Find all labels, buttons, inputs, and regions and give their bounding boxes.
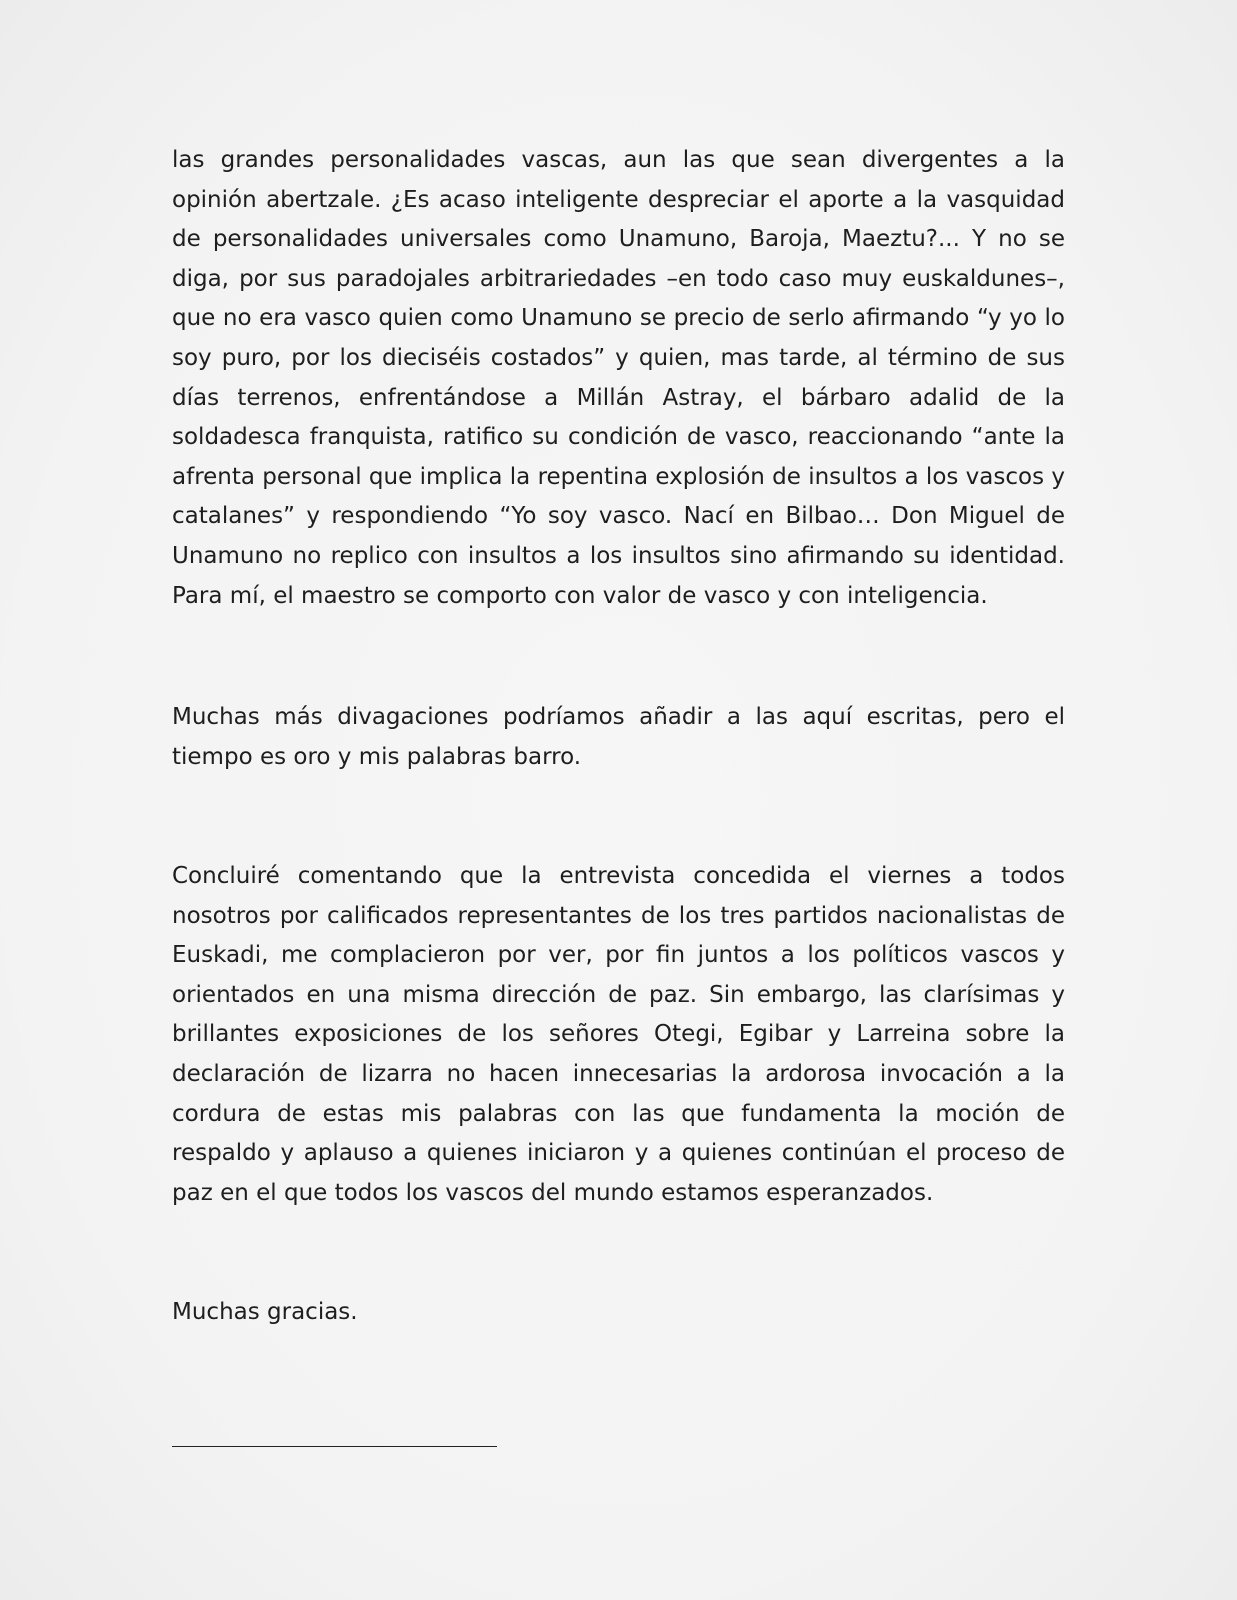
closing-remark: Muchas gracias.: [172, 1299, 358, 1325]
paragraph-conclusion: Concluiré comentando que la entrevista concedida el viernes a todos nosotros por calificados representantes de los tres partidos nacionalistas de Euskadi, me complacieron por ver, por fin juntos a los políticos vascos y orientados en una misma dirección de paz. Sin embargo, las clarísimas y brillantes exposiciones de los señores Otegi, Egibar y Larreina sobre la declaración de lizarra no hacen innecesarias la ardorosa invocación a la cordura de estas mis palabras con las que fundamenta la moción de respaldo y aplauso a quienes iniciaron y a quienes continúan el proceso de paz en el que todos los vascos del mundo estamos esperanzados.: [172, 863, 1065, 1206]
paragraph-divagaciones: Muchas más divagaciones podríamos añadir a las aquí escritas, pero el tiempo es oro y mis palabras barro.: [172, 704, 1065, 770]
signature-line: [172, 1446, 497, 1447]
paragraph-unamuno: las grandes personalidades vascas, aun las que sean divergentes a la opinión abertzale. ¿Es acaso inteligente despreciar el aporte a la vasquidad de personalidades universales como Unamuno, Baroja, Maeztu?... Y no se diga, por sus paradojales arbitrariedades –en todo caso muy euskaldunes–, que no era vasco quien como Unamuno se precio de serlo afirmando “y yo lo soy puro, por los dieciséis costados” y quien, mas tarde, al término de sus días terrenos, enfrentándose a Millán Astray, el bárbaro adalid de la soldadesca franquista, ratifico su condición de vasco, reaccionando “ante la afrenta personal que implica la repentina explosión de insultos a los vascos y catalanes” y respondiendo “Yo soy vasco. Nací en Bilbao… Don Miguel de Unamuno no replico con insultos a los insultos sino afirmando su identidad. Para mí, el maestro se comporto con valor de vasco y con inteligencia.: [172, 147, 1065, 609]
